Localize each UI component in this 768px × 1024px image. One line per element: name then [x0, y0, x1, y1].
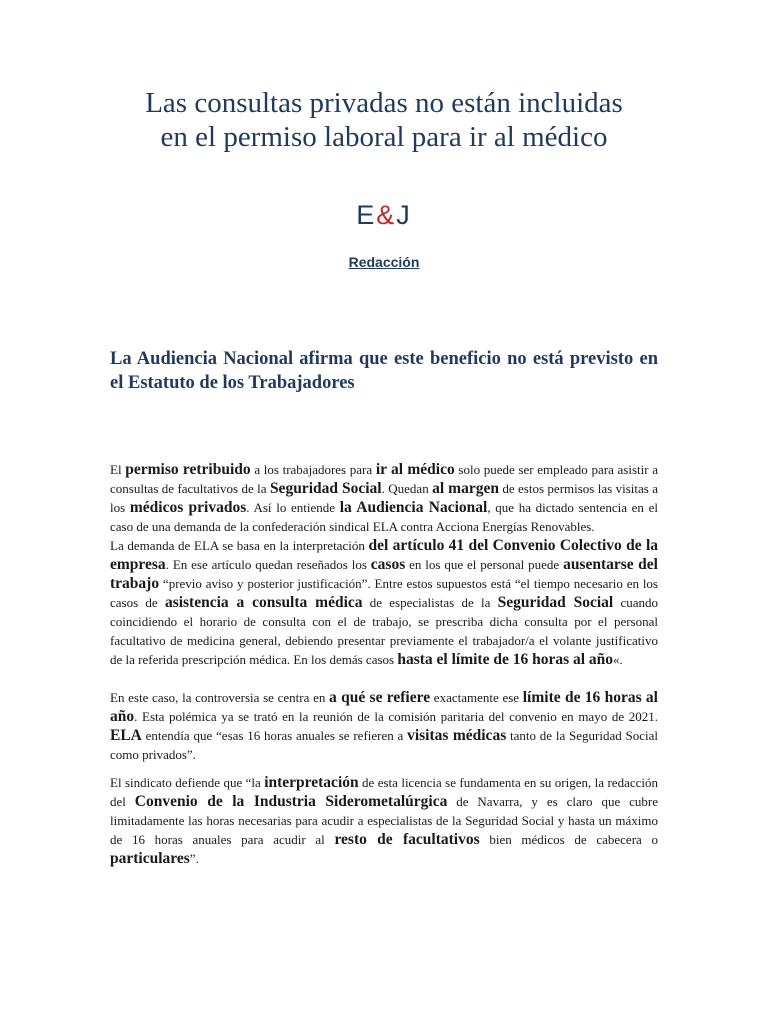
paragraph-4 — [110, 773, 658, 868]
text: . Esta polémica ya se trató en la reunión de la comisión paritaria del convenio en mayo de 2021. — [134, 709, 658, 724]
text: de especialistas de la — [362, 595, 498, 610]
bold-text: Convenio de la Industria Siderometalúrgica — [134, 793, 448, 810]
text: de esta licencia se fundamenta en su origen, la redacción del — [110, 775, 658, 809]
article-body — [110, 460, 658, 868]
logo-e: E — [356, 200, 377, 230]
bold-text: la Audiencia Nacional — [339, 499, 488, 516]
bold-text: casos — [370, 556, 406, 573]
bold-text: ir al médico — [375, 461, 455, 478]
text: , que ha dictado sentencia en el caso de una demanda de la confederación sindical ELA contra Acciona Energías Renovables. — [110, 500, 658, 534]
text: tanto de la Seguridad Social como privados”. — [110, 728, 659, 762]
text: exactamente ese — [430, 690, 523, 705]
text: bien médicos de cabecera o — [479, 832, 658, 847]
paragraph-2 — [110, 536, 658, 669]
text: a los trabajadores para — [250, 462, 376, 477]
bold-text: ausentarse del trabajo — [110, 556, 658, 592]
bold-text: ELA — [110, 727, 142, 744]
text: La demanda de ELA se basa en la interpretación — [110, 538, 369, 553]
author-link[interactable]: Redacción — [348, 254, 420, 270]
text: entendía que “esas 16 horas anuales se refieren a — [141, 728, 408, 743]
bold-text: a qué se refiere — [329, 689, 431, 706]
title-line-1: Las consultas privadas no están incluidas — [145, 87, 623, 119]
article-subtitle: La Audiencia Nacional afirma que este beneficio no está previsto en el Estatuto de los Trabajadores — [110, 349, 658, 393]
text: ”. — [189, 851, 199, 866]
bold-text: límite de 16 horas al año — [110, 689, 658, 725]
bold-text: Seguridad Social — [497, 594, 614, 611]
text: El — [110, 462, 126, 477]
bold-text: resto de facultativos — [334, 831, 480, 848]
paragraph-3 — [110, 688, 658, 764]
text: En este caso, la controversia se centra en — [110, 690, 330, 705]
title-line-2: en el permiso laboral para ir al médico — [160, 121, 608, 153]
bold-text: asistencia a consulta médica — [164, 594, 363, 611]
text: en los que el personal puede — [405, 557, 564, 572]
bold-text: del artículo 41 del Convenio Colectivo de la empresa — [110, 537, 659, 573]
text: . Quedan — [381, 481, 433, 496]
text: de Navarra, y es claro que cubre limitadamente las horas necesarias para acudir a especialistas de la Seguridad Social y hasta un máximo de 16 horas anuales para acudir al — [110, 794, 659, 847]
paragraph-1 — [110, 460, 658, 536]
text: . Así lo entiende — [246, 500, 340, 515]
bold-text: al margen — [432, 480, 499, 497]
bold-text: médicos privados — [129, 499, 247, 516]
bold-text: interpretación — [264, 774, 359, 791]
ej-logo — [0, 200, 768, 231]
text: de estos permisos las visitas a los — [110, 481, 658, 515]
bold-text: visitas médicas — [407, 727, 507, 744]
bold-text: particulares — [110, 850, 190, 867]
text: “previo aviso y posterior justificación”. Entre estos supuestos está “el tiempo necesario en los casos de — [110, 576, 658, 610]
text: El sindicato defiende que “la — [110, 775, 265, 790]
text: solo puede ser empleado para asistir a consultas de facultativos de la — [110, 462, 658, 496]
text: cuando coincidiendo el horario de consulta con el de trabajo, se prescriba dicha consulta por el personal facultativo de medicina general, debiendo presentar previamente el trabajador/a el volante justificativo de la referida prescripción médica. En los demás casos — [110, 595, 658, 667]
text: . En ese artículo quedan reseñados los — [165, 557, 371, 572]
article-title — [40, 86, 728, 154]
bold-text: hasta el límite de 16 horas al año — [397, 651, 614, 668]
text: «. — [613, 652, 623, 667]
logo-j: J — [396, 200, 412, 230]
logo-ampersand: & — [376, 200, 397, 230]
bold-text: Seguridad Social — [269, 480, 382, 497]
bold-text: permiso retribuido — [125, 461, 251, 478]
